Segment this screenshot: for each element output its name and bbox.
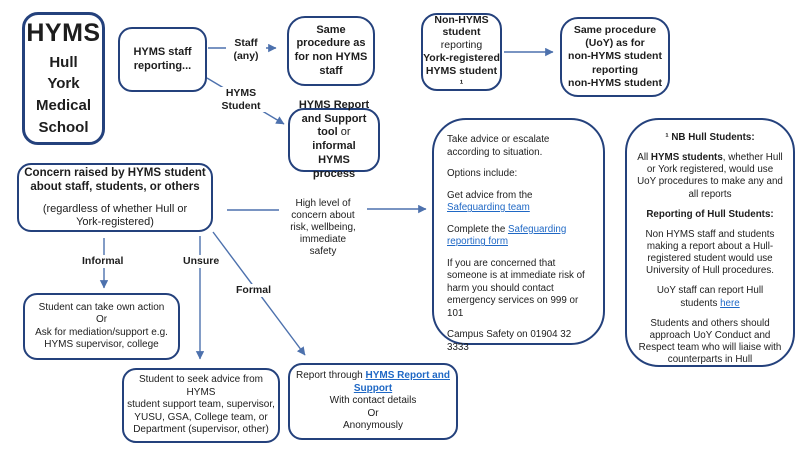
nb-hull-p1 — [637, 152, 783, 201]
node-same-procedure-uoy-text: Same procedure (UoY) as for non-HYMS student reporting non-HYMS student — [568, 24, 662, 89]
node-nb-hull-students — [625, 118, 795, 367]
node-report-through — [288, 363, 458, 440]
node-own-action-text: Student can take own action Or Ask for mediation/support e.g. HYMS supervisor, college — [35, 301, 168, 350]
nb-hull-p1-pre: All — [637, 152, 651, 164]
node-report-through-rest: With contact details Or Anonymously — [329, 395, 417, 432]
take-advice-p2: Options include: — [447, 168, 518, 180]
hyms-report-support-link[interactable]: HYMS Report and Support — [353, 370, 450, 394]
edge-label-unsure: Unsure — [183, 255, 220, 267]
node-hyms-staff-reporting — [118, 27, 207, 92]
safeguarding-reporting-form-link[interactable]: Safeguarding reporting form — [447, 223, 567, 248]
take-advice-p6: Campus Safety on 01904 32 3333 — [447, 329, 572, 353]
node-seek-advice-text: Student to seek advice from HYMS student support team, supervisor, YUSU, GSA, College team, or Department (supervisor, other) — [127, 374, 275, 436]
take-advice-p4 — [447, 224, 590, 249]
nb-hull-p4-pre: UoY staff can report Hull students — [656, 285, 764, 309]
report-through-prefix: Report through — [296, 370, 366, 382]
nb-hull-p1-bold: HYMS students — [650, 152, 723, 164]
node-concern-regular: (regardless of whether Hull or York-registered) — [42, 202, 188, 229]
node-hyms-staff-reporting-text: HYMS staff reporting... — [133, 45, 192, 72]
logo-subtitle: Hull York Medical School — [35, 53, 92, 136]
edge-label-staff-any: Staff (any) — [226, 37, 266, 62]
edge-label-informal: Informal — [82, 255, 124, 267]
node-same-procedure-staff — [287, 16, 375, 86]
node-concern-raised — [17, 163, 213, 232]
nb-hull-title: ¹ NB Hull Students: — [665, 132, 755, 143]
report-tool-seg1: HYMS Report and Support tool — [298, 98, 370, 139]
nb-hull-p2: Reporting of Hull Students: — [646, 208, 774, 220]
nb-hull-p5: Students and others should approach UoY Conduct and Respect team who will liaise with counterparts in Hull — [638, 317, 782, 366]
nb-hull-p4 — [637, 285, 783, 309]
hyms-logo-box — [22, 12, 105, 145]
node-same-procedure-staff-text: Same procedure as for non HYMS staff — [294, 23, 368, 77]
report-tool-seg2: or — [340, 126, 351, 139]
take-advice-p5: If you are concerned that someone is at immediate risk of harm you should contact emergency services on 999 or 101 — [447, 257, 585, 319]
take-advice-p3 — [447, 190, 590, 215]
report-tool-seg3: informal HYMS process — [312, 140, 356, 180]
edge-label-hyms-student: HYMS Student — [216, 87, 266, 112]
node-take-advice — [432, 118, 605, 353]
node-same-procedure-uoy — [560, 17, 670, 97]
nb-hull-p3: Non HYMS staff and students making a report about a Hull-registered student would use University of Hull procedures. — [645, 228, 775, 277]
node-non-hyms-student-regular: reporting — [440, 39, 483, 52]
node-report-support-tool — [288, 98, 380, 180]
node-own-action — [23, 293, 180, 360]
edge-label-formal: Formal — [236, 284, 272, 296]
report-hull-students-here-link[interactable]: here — [720, 297, 740, 309]
node-non-hyms-student — [421, 13, 502, 91]
node-non-hyms-student-bold2: York-registered HYMS student ¹ — [423, 52, 500, 90]
edge-label-high-level: High level of concern about risk, wellbeing, immediate safety — [279, 198, 367, 258]
take-advice-p1: Take advice or escalate according to situation. — [447, 134, 550, 158]
node-report-support-tool-text — [298, 99, 370, 182]
node-concern-bold: Concern raised by HYMS student about staff, students, or others — [24, 166, 206, 193]
nb-hull-p1-rest: , whether Hull or York registered, would use UoY procedures to make any and all reports — [637, 152, 783, 200]
node-report-through-line1 — [296, 370, 450, 395]
node-non-hyms-student-bold1: Non-HYMS student — [434, 13, 489, 39]
take-advice-p4-prefix: Complete the — [447, 223, 508, 235]
take-advice-p3-prefix: Get advice from the — [447, 189, 533, 201]
safeguarding-team-link[interactable]: Safeguarding team — [447, 202, 530, 214]
node-seek-advice — [122, 368, 280, 443]
logo-title: HYMS — [26, 19, 101, 48]
